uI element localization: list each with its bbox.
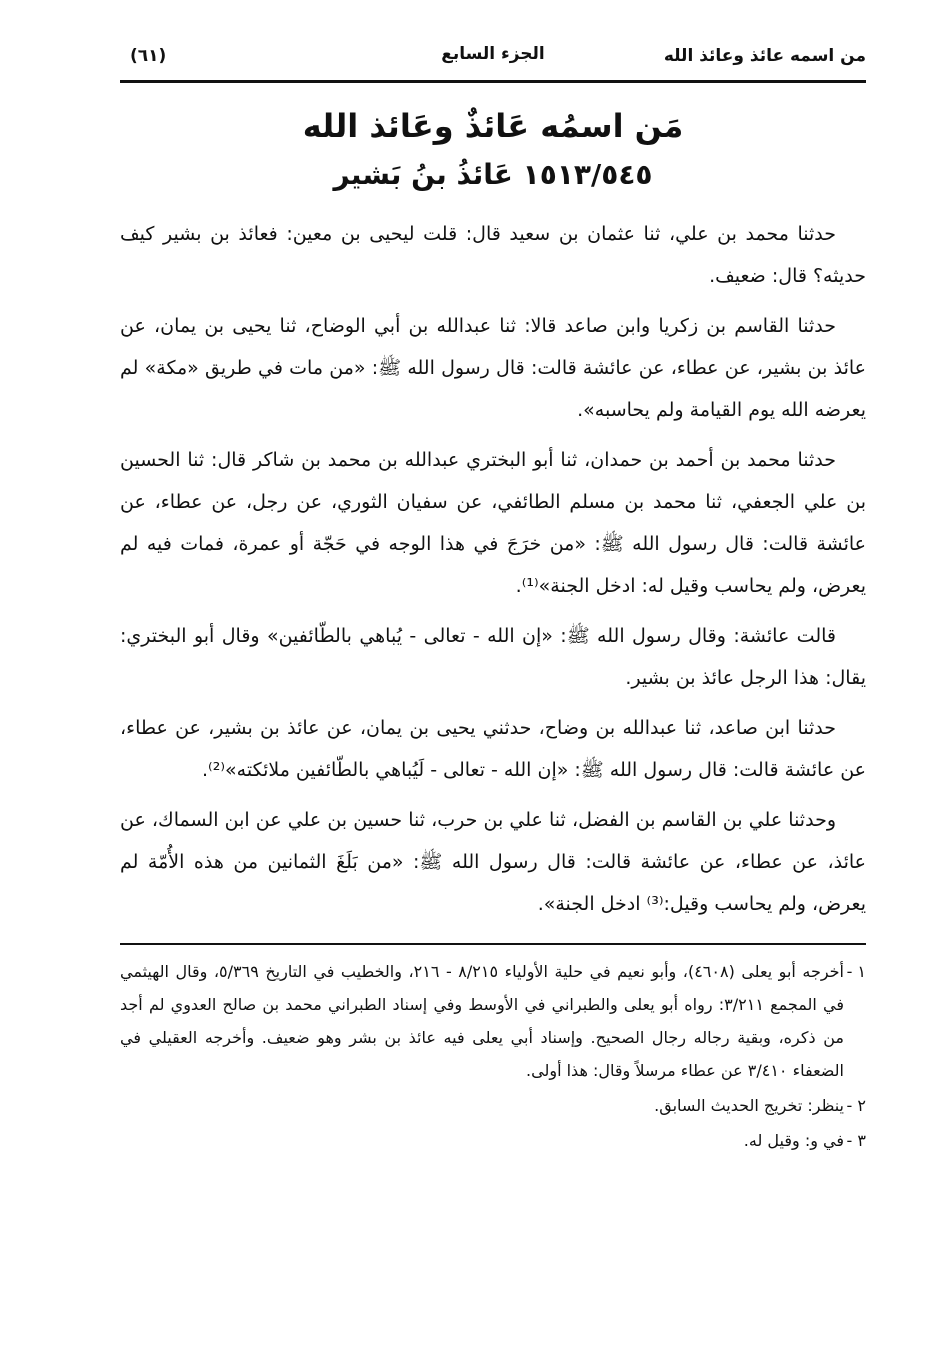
volume-label: الجزء السابع — [441, 44, 545, 64]
footnote — [120, 1089, 866, 1122]
footnote-number: ٣ - — [846, 1131, 866, 1150]
page-header — [120, 38, 866, 83]
chapter-title: مَن اسمُه عَائذٌ وعَائذ الله — [302, 107, 684, 145]
running-title: من اسمه عائذ وعائذ الله — [663, 46, 866, 66]
footnote-text: أخرجه أبو يعلى (٤٦٠٨)، وأبو نعيم في حلية الأولياء ٨/٢١٥ - ٢١٦، والخطيب في التاريخ ٥/٣٦٩، وقال الهيثمي في المجمع ٣/٢١١: رواه أبو يعلى والطبراني في الأوسط وفي إسناد الطبراني محمد بن صالح العدوي لم أجد من ذكره، وبقية رجاله رجال الصحيح. وإسناد أبي يعلى فيه عائذ بن بشر وهو ضعيف. وأخرجه العقيلي في الضعفاء ٣/٤١٠ عن عطاء مرسلاً وقال: هذا أولى. — [120, 962, 845, 1080]
paragraph: حدثنا محمد بن أحمد بن حمدان، ثنا أبو البختري عبدالله بن محمد بن شاكر قال: ثنا الحسين بن علي الجعفي، ثنا محمد بن مسلم الطائفي، عن سفيان الثوري، عن رجل، عن عطاء، عن عائشة قالت: قال رسول الله ﷺ: «من خرَجَ في هذا الوجه في حَجّة أو عمرة، فمات فيه لم يعرض، ولم يحاسب وقيل له: ادخل الجنة»⁽¹⁾. — [120, 449, 866, 597]
page-number: (٦١) — [130, 46, 167, 66]
paragraph: قالت عائشة: وقال رسول الله ﷺ: «إن الله - تعالى - يُباهي بالطّائفين» وقال أبو البختري: يقال: هذا الرجل عائذ بن بشير. — [120, 625, 866, 689]
footnote-number: ١ - — [846, 962, 867, 981]
paragraph: وحدثنا علي بن القاسم بن الفضل، ثنا علي بن حرب، ثنا حسين بن علي عن ابن السماك، عن عائذ، عن عطاء، عن عائشة قالت: قال رسول الله ﷺ: «من بَلَغَ الثمانين من هذه الأُمّة لم يعرض، ولم يحاسب وقيل:⁽³⁾ ادخل الجنة». — [120, 809, 866, 915]
paragraph: حدثنا محمد بن علي، ثنا عثمان بن سعيد قال: قلت ليحيى بن معين: فعائذ بن بشير كيف حديثه؟ قال: ضعيف. — [120, 223, 866, 287]
footnote-divider — [120, 943, 866, 945]
entry-title: ١٥١٣/٥٤٥ عَائذُ بنُ بَشير — [333, 158, 653, 191]
footnote-number: ٢ - — [846, 1096, 866, 1115]
footnote-text: في و: وقيل له. — [743, 1131, 844, 1150]
paragraph: حدثنا القاسم بن زكريا وابن صاعد قالا: ثنا عبدالله بن أبي الوضاح، ثنا يحيى بن يمان، عن عائذ بن بشير، عن عطاء، عن عائشة قالت: قال رسول الله ﷺ: «من مات في طريق «مكة» لم يعرضه الله يوم القيامة ولم يحاسبه». — [120, 315, 866, 421]
footnote — [120, 1124, 866, 1157]
footnote-text: ينظر: تخريج الحديث السابق. — [654, 1096, 844, 1115]
paragraph: حدثنا ابن صاعد، ثنا عبدالله بن وضاح، حدثني يحيى بن يمان، عن عائذ بن بشير، عن عطاء، عن عائشة قالت: قال رسول الله ﷺ: «إن الله - تعالى - لَيُباهي بالطّائفين ملائكته»⁽²⁾. — [120, 717, 866, 781]
footnote — [120, 955, 866, 1087]
document-page — [120, 38, 866, 1157]
